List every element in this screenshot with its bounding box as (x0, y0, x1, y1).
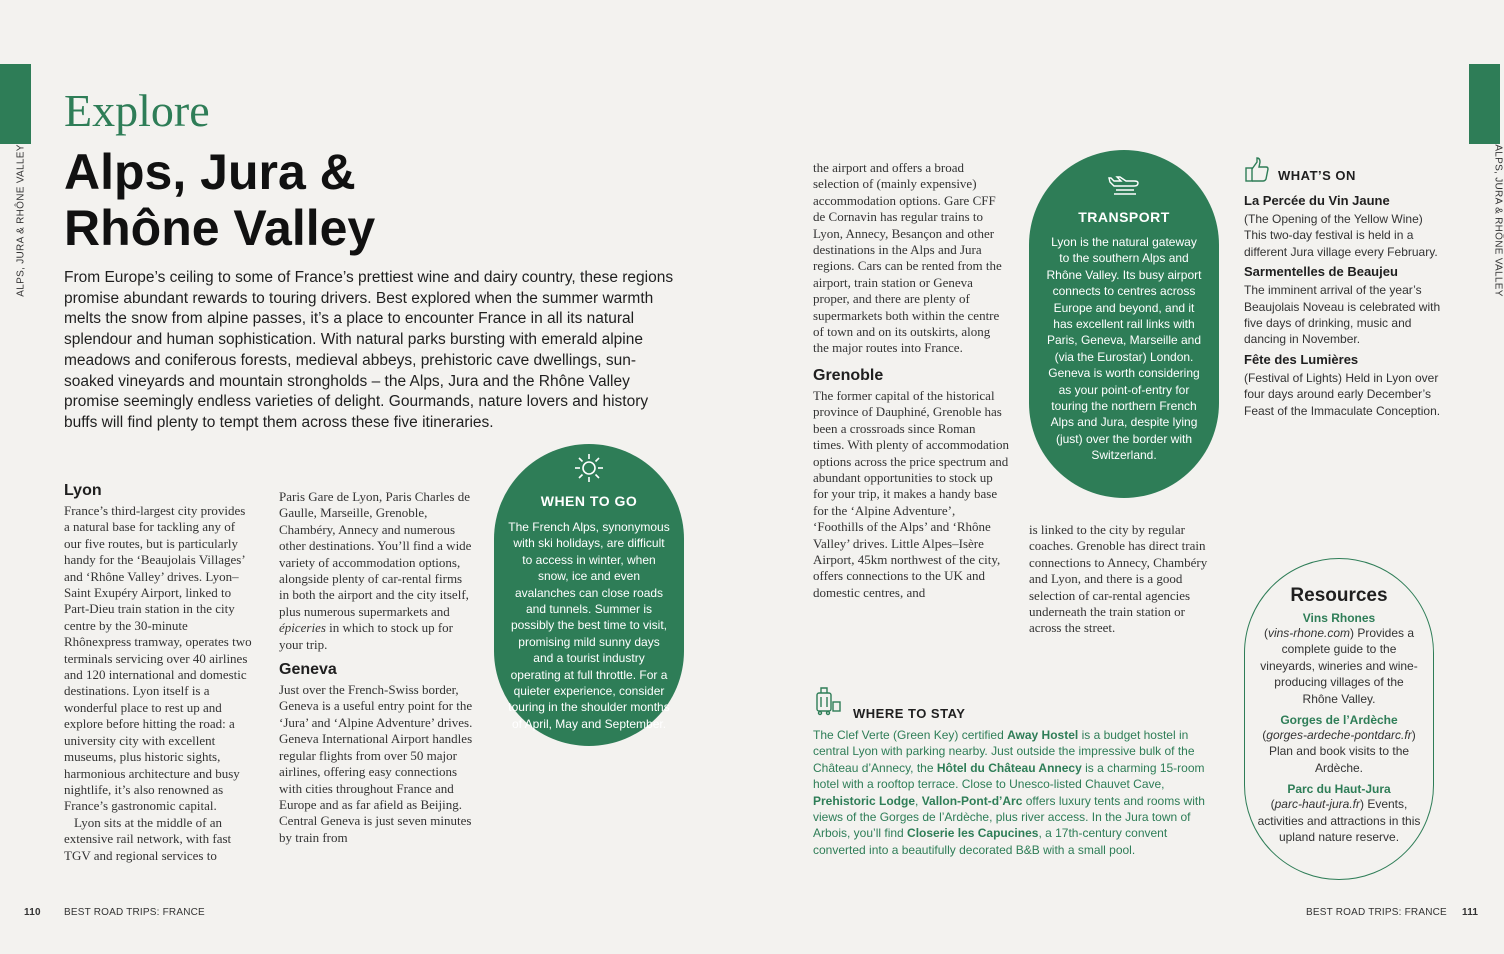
page-number-left: 110 (24, 907, 41, 918)
resource-text: Plan and book visits to the Ardèche. (1268, 744, 1410, 775)
resource-name: Vins Rhones (1302, 611, 1376, 625)
page-number-right: 111 (1462, 907, 1479, 918)
place-name: Closerie les Capucines (907, 826, 1039, 841)
geneva-text: Just over the French-Swiss border, Geneva is a useful entry point for the ‘Jura’ and ‘Alpine Adventure’ drives. Geneva International Airport handles regular flights from over 50 major airlines, offering easy connections with cities throughout France and Europe and as far afield as Beijing. Central Geneva is just seven minutes by train from (279, 682, 473, 845)
grenoble-text: The former capital of the historical province of Dauphiné, Grenoble has been a crossroads since Roman times. With plenty of accommodation options across the price spectrum and abundant opportunities to stock up for your trip, it makes a handy base for the ‘Alpine Adventure’, ‘Foothills of the Alps’ and ‘Rhône Valley’ drives. Little Alpes–Isère Airport, 45km northwest of the city, offers connections to the UK and domestic centres, and (813, 387, 1010, 600)
event-name: Fête des Lumières (1244, 351, 1359, 367)
where-to-stay-title: WHERE TO STAY (853, 706, 966, 721)
when-to-go-text: The French Alps, synonymous with ski holidays, are difficult to access in winter, when snow, ice and even avalanches can close roads and tunnels. Summer is possibly the best time to visit, promising mild sunny days and a tourist industry operating at full throttle. For a quieter experience, consider touring in the shoulder months of April, May and September. (508, 520, 670, 731)
resource-description: (parc-haut-jura.fr) Events, activities and attractions in this upland nature reserve. (1257, 797, 1421, 845)
resource-name: Gorges de l’Ardèche (1280, 713, 1398, 728)
stay-text-part: is a charming 15-room hotel with a rooftop terrace. Close to Unesco-listed Chauvet Cave, (813, 760, 1205, 792)
transport-title: TRANSPORT (1078, 209, 1170, 225)
resource-description: (vins-rhone.com) Provides a complete guide to the vineyards, wineries and wine-producing villages of the Rhône Valley. (1260, 626, 1418, 706)
resources-title: Resources (1290, 585, 1388, 606)
lyon-text-continued (279, 489, 473, 653)
footer-title-left: BEST ROAD TRIPS: FRANCE (64, 907, 205, 918)
transport-text: Lyon is the natural gateway to the southern Alps and Rhône Valley. Its busy airport connects to centres across Europe and beyond, and it has excellent rail links with Paris, Geneva, Marseille and (via the Eurostar) London. Geneva is worth considering as your point-of-entry for touring the northern French Alps and Jura, despite lying (just) over the border with Switzerland. (1046, 235, 1202, 463)
event-text: (The Opening of the Yellow Wine) This two-day festival is held in a different Jura village every February. (1244, 212, 1438, 259)
stay-text-part: offers luxury tents and rooms with views of the Gorges de l’Ardèche, plus river access. In the Jura town of Arbois, you’ll find (813, 793, 1205, 841)
resource-text: Events, activities and attractions in this upland nature reserve. (1257, 797, 1421, 845)
when-to-go-box (494, 444, 684, 746)
transport-box (1029, 150, 1219, 498)
column-2 (279, 489, 473, 846)
whats-on-box (1244, 156, 1444, 419)
left-running-head: ALPS, JURA & RHÔNE VALLEY (15, 144, 27, 297)
event-text: (Festival of Lights) Held in Lyon over four days around early December’s Feast of the Immaculate Conception. (1244, 370, 1441, 418)
intro-paragraph: From Europe’s ceiling to some of France’s prettiest wine and dairy country, these regions promise abundant rewards to touring drivers. Best explored when the summer warmth melts the snow from alpine passes, it’s a place to encounter France in all its natural splendour and human sophistication. With natural parks bursting with emerald alpine meadows and coniferous forests, medieval abbeys, prehistoric cave dwellings, sun-soaked vineyards and mountain strongholds – the Alps, Jura and the Rhône Valley promise seemingly endless varieties of delight. Gourmands, nature lovers and history buffs will find plenty to tempt them across these five itineraries. (64, 269, 674, 431)
place-name: Away Hostel (1007, 728, 1079, 742)
resource-description: (gorges-ardeche-pontdarc.fr) Plan and book visits to the Ardèche. (1262, 728, 1416, 775)
event-name: Sarmentelles de Beaujeu (1244, 264, 1398, 280)
stay-text-part: , (915, 793, 922, 808)
lyon-text-3a: Paris Gare de Lyon, Paris Charles de Gaulle, Marseille, Grenoble, Chambéry, Annecy and numerous other destinations. You’ll find a wide variety of accommodation options, alongside plenty of car-rental firms in both the airport and the city itself, plus numerous supermarkets and (279, 489, 472, 619)
column-4 (1029, 522, 1219, 637)
geneva-text-continued: the airport and offers a broad selection of (mainly expensive) accommodation options. Gare CFF de Cornavin has regular trains to Lyon, Annecy, Besançon and other destinations in the Alps and Jura regions. Cars can be rented from the airport, train station or Geneva proper, and there are plenty of supermarkets both within the centre of town and on its outskirts, along the major routes into France. (813, 160, 1002, 356)
resource-text: Provides a complete guide to the vineyards, wineries and wine-producing villages of the Rhône Valley. (1260, 626, 1418, 706)
lyon-text-3-emphasis: épiceries (279, 620, 326, 636)
place-name: Prehistoric Lodge (813, 793, 916, 808)
place-name: Hôtel du Château Annecy (936, 760, 1082, 775)
grenoble-heading: Grenoble (813, 366, 884, 384)
luggage-icon (813, 684, 843, 721)
right-side-tab (1469, 64, 1500, 144)
lyon-text-2: Lyon sits at the middle of an extensive rail network, with fast TGV and regional services to (64, 814, 232, 863)
stay-text-part: The Clef Verte (Green Key) certified (813, 728, 1008, 742)
thumbs-up-icon (1244, 156, 1270, 189)
column-3 (813, 160, 1009, 601)
plane-icon (1029, 176, 1219, 203)
grenoble-text-continued: is linked to the city by regular coaches. Grenoble has direct train connections to Annecy, Chambéry and Lyon, and there is a good selection of car-rental agencies underneath the train station or across the street. (1029, 522, 1208, 636)
resources-box (1244, 558, 1434, 880)
place-name: Vallon-Pont-d’Arc (921, 793, 1023, 808)
resources-list (1257, 611, 1421, 845)
whats-on-title: WHAT’S ON (1278, 168, 1356, 183)
resource-url: gorges-ardeche-pontdarc.fr (1266, 728, 1412, 743)
lyon-text: France’s third-largest city provides a natural base for tackling any of our five routes, but is particularly handy for the ‘Beaujolais Villages’ and ‘Rhône Valley’ drives. Lyon–Saint Exupéry Airport, linked to Part-Dieu train station in the city centre by the 30-minute Rhônexpress tramway, operates two terminals servicing over 40 airlines and 120 international and domestic destinations. Lyon itself is a wonderful place to rest up and explore before hitting the road: a university city with excellent museums, plus historic sights, harmonious architecture and busy nightlife, it’s also renowned as France’s gastronomic capital. (64, 503, 252, 814)
title-line-2: Rhône Valley (64, 200, 376, 256)
geneva-heading: Geneva (279, 661, 337, 679)
section-kicker: Explore (64, 85, 210, 136)
events-list (1244, 193, 1444, 419)
resource-name: Parc du Haut-Jura (1287, 782, 1391, 797)
right-running-head: ALPS, JURA & RHÔNE VALLEY (1492, 144, 1504, 297)
event-text: The imminent arrival of the year’s Beaujolais Noveau is celebrated with five days of drinking, music and dancing in November. (1244, 283, 1441, 347)
event-name: La Percée du Vin Jaune (1244, 193, 1390, 208)
where-to-stay-text (813, 727, 1223, 858)
lyon-section (64, 482, 254, 864)
resource-url: vins-rhone.com (1267, 626, 1350, 640)
left-side-tab (0, 64, 31, 144)
resource-url: parc-haut-jura.fr (1274, 797, 1360, 812)
when-to-go-title: WHEN TO GO (540, 493, 638, 509)
stay-text-part: , a 17th-century convent converted into a beautifully decorated B&B with a small pool. (813, 826, 1168, 857)
footer-title-right: BEST ROAD TRIPS: FRANCE (1306, 907, 1447, 918)
lyon-text-3b: in which to stock up for your trip. (279, 620, 454, 652)
lyon-heading: Lyon (64, 482, 102, 499)
stay-text-part: is a budget hostel in central Lyon with parking nearby. Just outside the impressive bulk of the Château d’Annecy, the (813, 728, 1195, 775)
page-title (64, 144, 484, 256)
sun-icon (494, 452, 684, 489)
where-to-stay-box (813, 684, 1223, 858)
title-line-1: Alps, Jura & (64, 144, 356, 200)
